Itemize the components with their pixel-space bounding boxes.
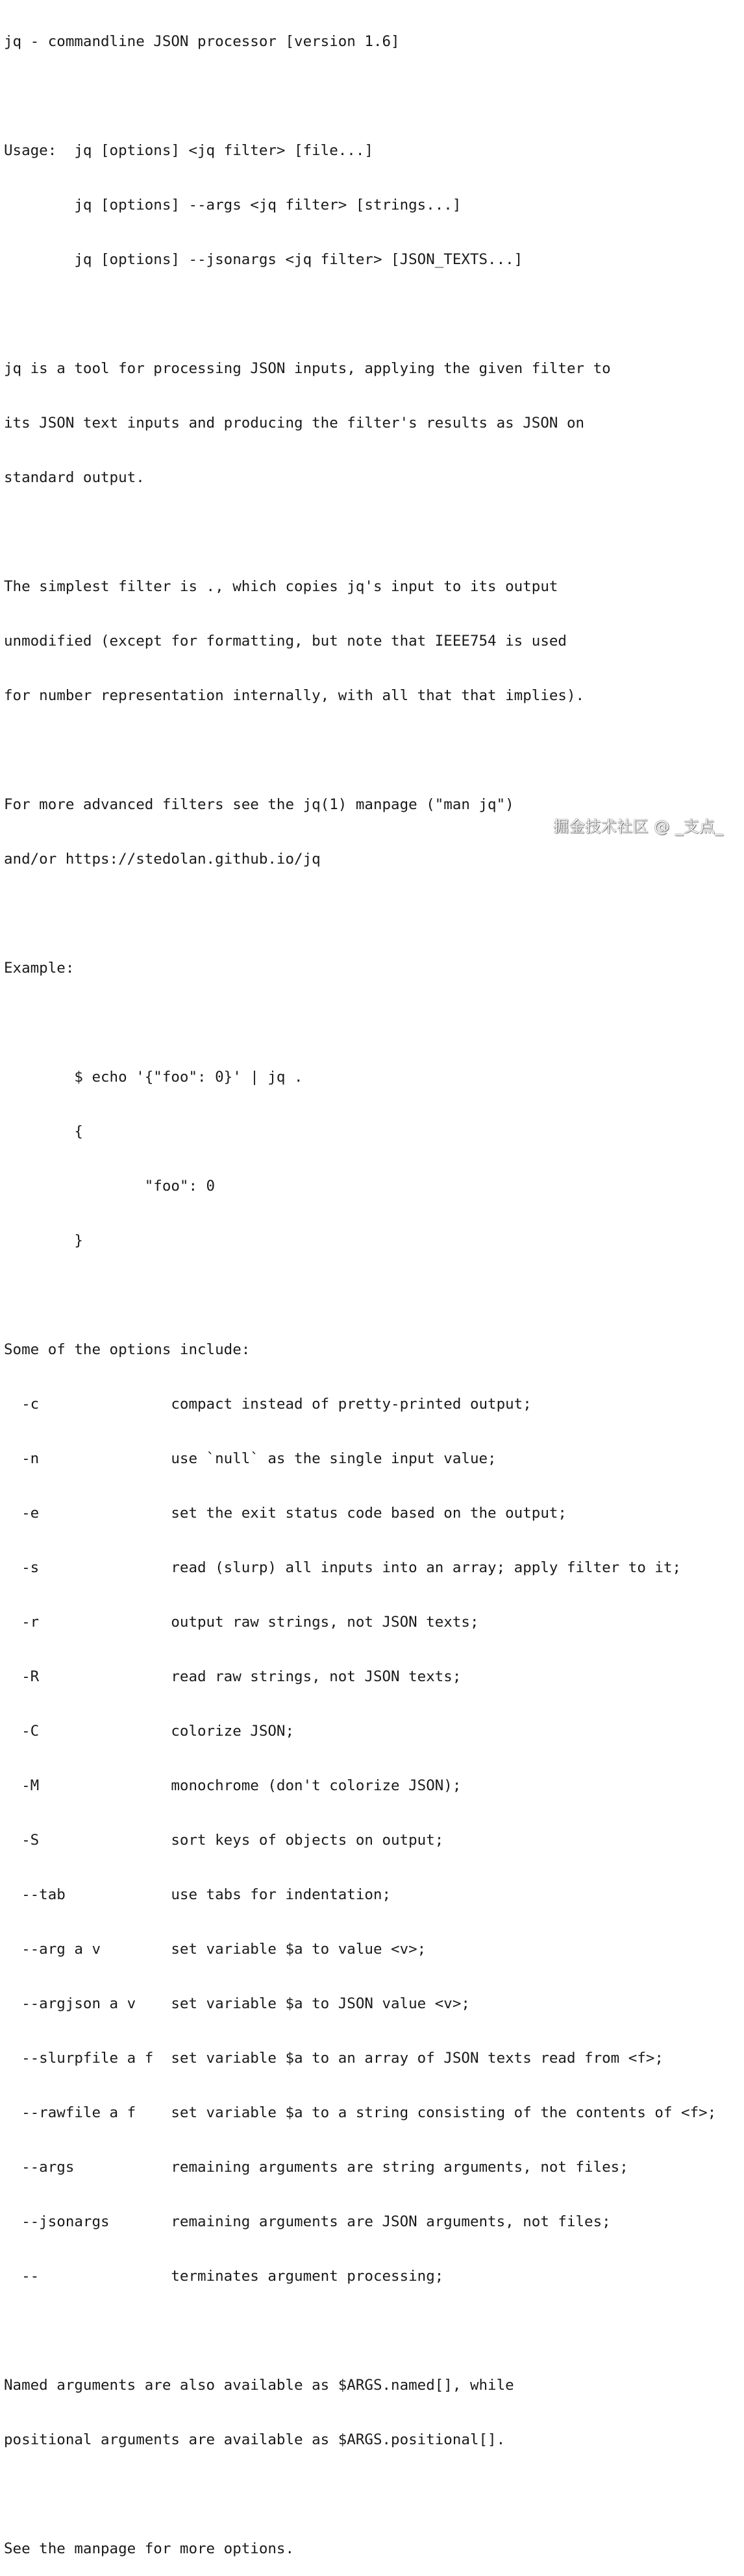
example-command: $ echo '{"foo": 0}' | jq . [4, 1069, 303, 1086]
named-args-line-1: Named arguments are also available as $ARGS.named[], while [4, 2377, 514, 2394]
example-output-line-2: "foo": 0 [4, 1178, 216, 1195]
example-heading: Example: [4, 960, 75, 977]
terminal-output [4, 0, 716, 2576]
option-raw-output: -r output raw strings, not JSON texts; [4, 1614, 479, 1631]
option-tab: --tab use tabs for indentation; [4, 1886, 391, 1903]
option-raw-input: -R read raw strings, not JSON texts; [4, 1668, 462, 1685]
description-line-1: jq is a tool for processing JSON inputs, applying the given filter to [4, 360, 611, 377]
title-line: jq - commandline JSON processor [version 1.6] [4, 33, 400, 50]
description-line-2: its JSON text inputs and producing the filter's results as JSON on [4, 415, 585, 431]
example-output-line-1: { [4, 1123, 83, 1140]
option-compact: -c compact instead of pretty-printed output; [4, 1396, 532, 1413]
option-terminator: -- terminates argument processing; [4, 2268, 444, 2285]
usage-line-3: jq [options] --jsonargs <jq filter> [JSON_TEXTS...] [4, 251, 523, 268]
options-heading: Some of the options include: [4, 1341, 251, 1358]
manpage-note: See the manpage for more options. [4, 2540, 295, 2557]
simplest-filter-line-3: for number representation internally, with all that that implies). [4, 687, 585, 704]
option-argjson: --argjson a v set variable $a to JSON value <v>; [4, 1995, 470, 2012]
simplest-filter-line-2: unmodified (except for formatting, but note that IEEE754 is used [4, 633, 567, 650]
blank-line [4, 87, 716, 105]
usage-line-2: jq [options] --args <jq filter> [strings...] [4, 197, 462, 213]
option-slurpfile: --slurpfile a f set variable $a to an array of JSON texts read from <f>; [4, 2050, 663, 2067]
description-line-3: standard output. [4, 469, 145, 486]
option-args: --args remaining arguments are string arguments, not files; [4, 2159, 628, 2176]
option-monochrome: -M monochrome (don't colorize JSON); [4, 1777, 462, 1794]
blank-line [4, 2322, 716, 2340]
blank-line [4, 523, 716, 541]
advanced-filters-line-2: and/or https://stedolan.github.io/jq [4, 851, 321, 868]
example-output-line-3: } [4, 1232, 83, 1249]
usage-line-1: Usage: jq [options] <jq filter> [file...] [4, 142, 373, 159]
option-exit-status: -e set the exit status code based on the output; [4, 1505, 567, 1522]
named-args-line-2: positional arguments are available as $ARGS.positional[]. [4, 2431, 506, 2448]
blank-line [4, 2485, 716, 2503]
blank-line [4, 1014, 716, 1032]
option-color: -C colorize JSON; [4, 1723, 295, 1740]
option-sort-keys: -S sort keys of objects on output; [4, 1832, 444, 1849]
blank-line [4, 905, 716, 923]
option-arg: --arg a v set variable $a to value <v>; [4, 1941, 427, 1958]
option-null-input: -n use `null` as the single input value; [4, 1450, 497, 1467]
option-jsonargs: --jsonargs remaining arguments are JSON arguments, not files; [4, 2213, 611, 2230]
option-rawfile: --rawfile a f set variable $a to a string consisting of the contents of <f>; [4, 2104, 717, 2121]
watermark: 掘金技术社区 @ _支点_ [553, 818, 723, 836]
blank-line [4, 741, 716, 759]
blank-line [4, 1286, 716, 1304]
advanced-filters-line-1: For more advanced filters see the jq(1) manpage ("man jq") [4, 796, 514, 813]
simplest-filter-line-1: The simplest filter is ., which copies jq's input to its output [4, 578, 558, 595]
option-slurp: -s read (slurp) all inputs into an array; apply filter to it; [4, 1559, 682, 1576]
blank-line [4, 305, 716, 323]
